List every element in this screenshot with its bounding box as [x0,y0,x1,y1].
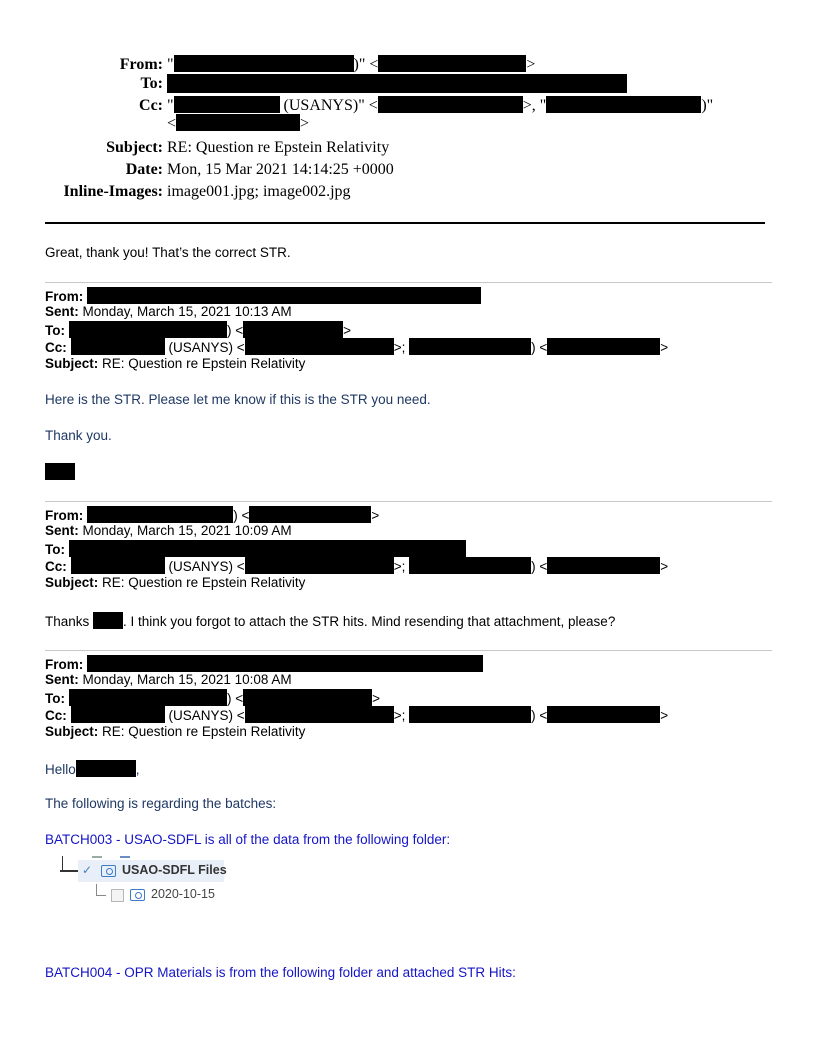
redaction-block [547,706,660,723]
sent-label: Sent: [45,304,79,319]
m3-sent [45,672,292,688]
quote-mark: " [167,97,174,114]
subject-label: Subject: [45,356,99,371]
gt-mark: > [300,115,310,132]
folder-search-icon [101,865,116,877]
tree-checkbox[interactable] [111,889,124,902]
tree-row-selected[interactable] [78,860,227,882]
header-cc-sep: >, " [522,97,547,114]
usanys-text: (USANYS) < [168,340,245,355]
gt-mark: > [660,340,669,355]
tree-connector [92,856,102,858]
lt-mark: < [167,115,177,132]
m3-cc [45,706,668,722]
semi-text: >; [393,559,406,574]
paren-lt: ) < [227,323,244,338]
m3-hello-comma: , [135,762,140,777]
usanys-text: (USANYS) < [168,708,245,723]
redaction-block [245,706,394,723]
gt-mark: > [660,559,669,574]
redaction-block [87,655,483,672]
gt-mark: > [343,323,352,338]
gt-mark: > [371,508,380,523]
tree-connector [60,870,78,872]
to-label: To: [45,542,65,557]
header-inline: image001.jpg; image002.jpg [167,183,351,200]
m3-subject-value: RE: Question re Epstein Relativity [102,724,306,739]
paren-lt: ) < [233,508,250,523]
to-label: To: [45,691,65,706]
m3-from [45,655,483,671]
redaction-block [243,689,372,706]
reply-text: Great, thank you! That’s the correct STR. [45,245,291,260]
m2-sent-value: Monday, March 15, 2021 10:09 AM [82,523,292,538]
to-label: To: [45,323,65,338]
semi-text: >; [393,340,406,355]
header-to-label: To: [140,75,163,92]
from-label: From: [45,657,84,672]
redaction-block [76,760,136,777]
m3-batch3: BATCH003 - USAO-SDFL is all of the data from the following folder: [45,832,451,847]
sent-label: Sent: [45,672,79,687]
m1-sent-value: Monday, March 15, 2021 10:13 AM [82,304,292,319]
m3-subject [45,724,305,740]
m3-batch4: BATCH004 - OPR Materials is from the following folder and attached STR Hits: [45,965,516,980]
header-date-label: Date: [125,161,163,178]
header-cc-usanys: (USANYS)" < [283,97,378,114]
redaction-block [69,689,227,706]
paren-lt: ) < [531,708,548,723]
m3-sent-value: Monday, March 15, 2021 10:08 AM [82,672,292,687]
tree-connector [96,895,106,896]
cc-label: Cc: [45,340,67,355]
cc-label: Cc: [45,708,67,723]
checkmark-icon[interactable]: ✓ [82,863,93,877]
paren-lt: ) < [227,691,244,706]
paren-lt: ) < [531,559,548,574]
from-label: From: [45,289,84,304]
folder-tree-image [60,856,290,936]
tree-sub-label: 2020-10-15 [151,887,215,901]
paren-lt: ) < [531,340,548,355]
m3-hello-text: Hello [45,762,76,777]
m1-subject-value: RE: Question re Epstein Relativity [102,356,306,371]
gt-mark: > [372,691,381,706]
quote-mark: " [167,56,174,73]
header-cc-label: Cc: [139,97,163,114]
header-subject: RE: Question re Epstein Relativity [167,139,390,156]
header-cc-end: )" [701,97,714,114]
m2-subject-value: RE: Question re Epstein Relativity [102,575,306,590]
header-inline-label: Inline-Images: [63,183,163,200]
header-from-label: From: [119,56,163,73]
from-label: From: [45,508,84,523]
gt-mark: > [660,708,669,723]
m1-para-1: Here is the STR. Please let me know if this is the STR you need. [45,392,431,407]
subject-label: Subject: [45,724,99,739]
usanys-text: (USANYS) < [168,559,245,574]
folder-search-icon [130,889,145,901]
m1-para-2: Thank you. [45,428,112,443]
semi-text: >; [393,708,406,723]
tree-connector [62,856,63,871]
header-subject-label: Subject: [106,139,163,156]
m3-to [45,689,380,705]
m3-intro: The following is regarding the batches: [45,796,277,811]
subject-label: Subject: [45,575,99,590]
m2-thanks: Thanks [45,614,90,629]
sent-label: Sent: [45,523,79,538]
redaction-block [71,706,165,723]
cc-label: Cc: [45,559,67,574]
gt-mark: > [526,56,536,73]
m2-thanks-rest: . I think you forgot to attach the STR hits. Mind resending that attachment, please? [123,614,616,629]
tree-folder-label: USAO-SDFL Files [122,863,227,877]
header-date: Mon, 15 Mar 2021 14:14:25 +0000 [167,161,394,178]
m3-hello [45,760,140,776]
redaction-block [409,706,531,723]
tree-connector [120,856,130,858]
header-from-mid: )" < [353,56,379,73]
